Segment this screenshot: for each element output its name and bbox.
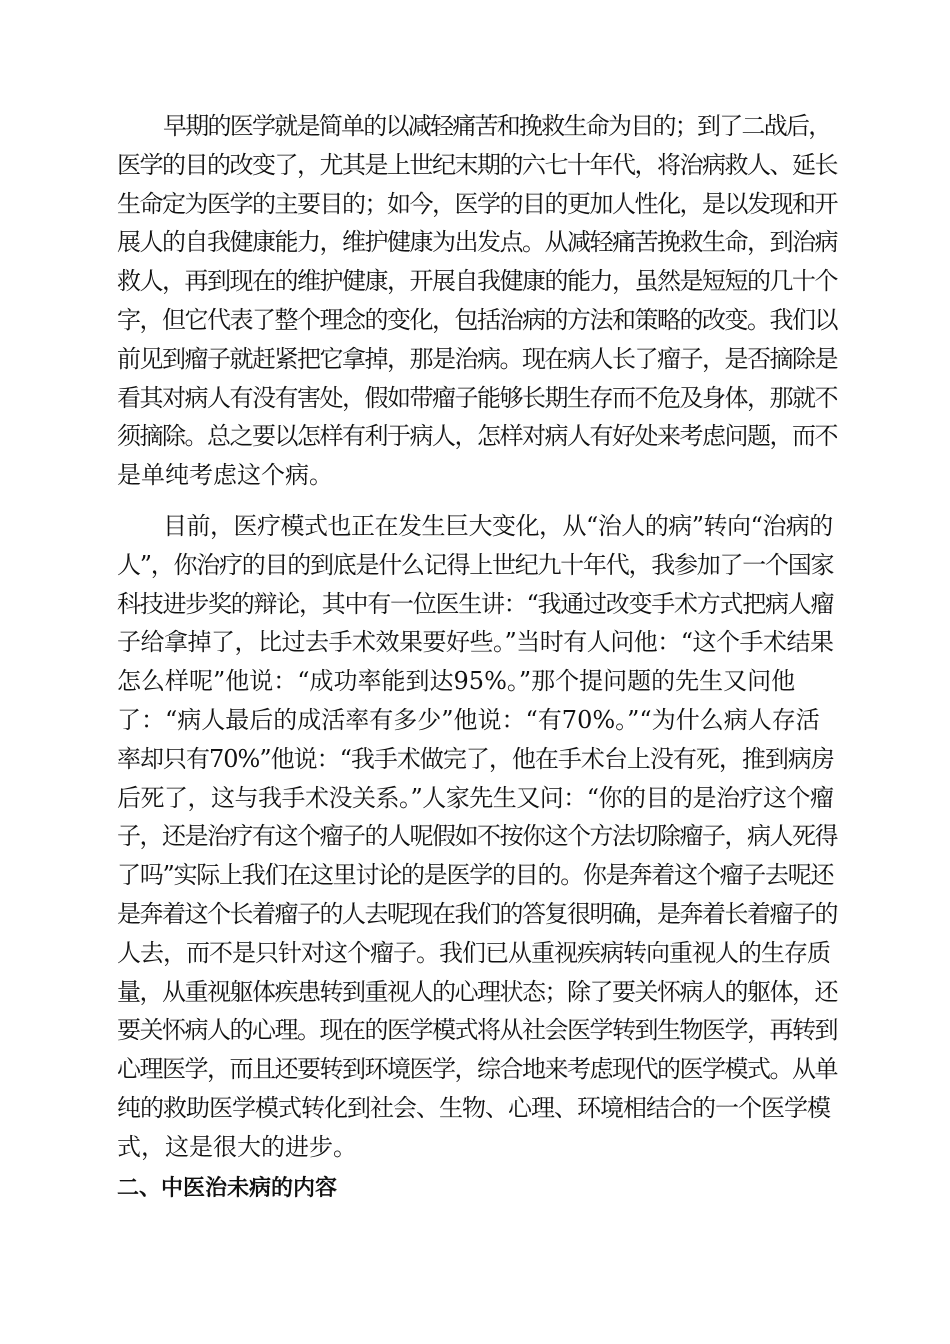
text-line: 目前，医疗模式也正在发生巨大变化，从“治人的病”转向“治病的 xyxy=(163,512,833,540)
text-line: 早期的医学就是简单的以减轻痛苦和挽救生命为目的；到了二战后， xyxy=(163,112,831,140)
text-line: 是单纯考虑这个病。 xyxy=(117,461,333,490)
text-line: 是奔着这个长着瘤子的人去呢现在我们的答复很明确，是奔着长着瘤子的 xyxy=(117,899,837,928)
text-line: 式，这是很大的进步。 xyxy=(117,1132,357,1161)
text-line: 子给拿掉了，比过去手术效果要好些。”当时有人问他：“这个手术结果 xyxy=(117,628,834,657)
text-line: 字，但它代表了整个理念的变化，包括治病的方法和策略的改变。我们以 xyxy=(117,305,837,334)
paragraph-1 xyxy=(117,107,837,495)
text-line: 医学的目的改变了，尤其是上世纪末期的六七十年代，将治病救人、延长 xyxy=(117,150,837,179)
text-line: 率却只有70%”他说：“我手术做完了，他在手术台上没有死，推到病房 xyxy=(117,744,834,773)
text-line: 生命定为医学的主要目的；如今，医学的目的更加人性化，是以发现和开 xyxy=(117,189,837,218)
text-line: 纯的救助医学模式转化到社会、生物、心理、环境相结合的一个医学模 xyxy=(117,1093,830,1122)
text-line: 须摘除。总之要以怎样有利于病人，怎样对病人有好处来考虑问题，而不 xyxy=(117,422,837,451)
text-line: 量，从重视躯体疾患转到重视人的心理状态；除了要关怀病人的躯体，还 xyxy=(117,977,837,1006)
text-line: 要关怀病人的心理。现在的医学模式将从社会医学转到生物医学，再转到 xyxy=(117,1016,837,1045)
text-line: 心理医学，而且还要转到环境医学，综合地来考虑现代的医学模式。从单 xyxy=(117,1055,837,1084)
text-line: 子，还是治疗有这个瘤子的人呢假如不按你这个方法切除瘤子，病人死得 xyxy=(117,822,837,851)
text-line: 前见到瘤子就赶紧把它拿掉，那是治病。现在病人长了瘤子，是否摘除是 xyxy=(117,344,837,373)
text-line: 救人，再到现在的维护健康，开展自我健康的能力，虽然是短短的几十个 xyxy=(117,267,837,296)
text-line: 人”，你治疗的目的到底是什么记得上世纪九十年代，我参加了一个国家 xyxy=(117,550,834,579)
text-line: 了：“病人最后的成活率有多少”他说：“有70%。”“为什么病人存活 xyxy=(117,705,820,734)
text-line: 看其对病人有没有害处，假如带瘤子能够长期生存而不危及身体，那就不 xyxy=(117,383,837,412)
section-heading: 二、中医治未病的内容 xyxy=(117,1176,338,1201)
paragraph-2 xyxy=(117,507,837,1167)
text-line: 人去，而不是只针对这个瘤子。我们已从重视疾病转向重视人的生存质 xyxy=(117,938,830,967)
text-line: 科技进步奖的辩论，其中有一位医生讲：“我通过改变手术方式把病人瘤 xyxy=(117,589,834,618)
text-line: 怎么样呢”他说：“成功率能到达95%。”那个提问题的先生又问他 xyxy=(117,667,796,696)
text-line: 了吗”实际上我们在这里讨论的是医学的目的。你是奔着这个瘤子去呢还 xyxy=(117,861,834,890)
text-line: 展人的自我健康能力，维护健康为出发点。从减轻痛苦挽救生命，到治病 xyxy=(117,228,837,257)
text-line: 后死了，这与我手术没关系。”人家先生又问：“你的目的是治疗这个瘤 xyxy=(117,783,834,812)
